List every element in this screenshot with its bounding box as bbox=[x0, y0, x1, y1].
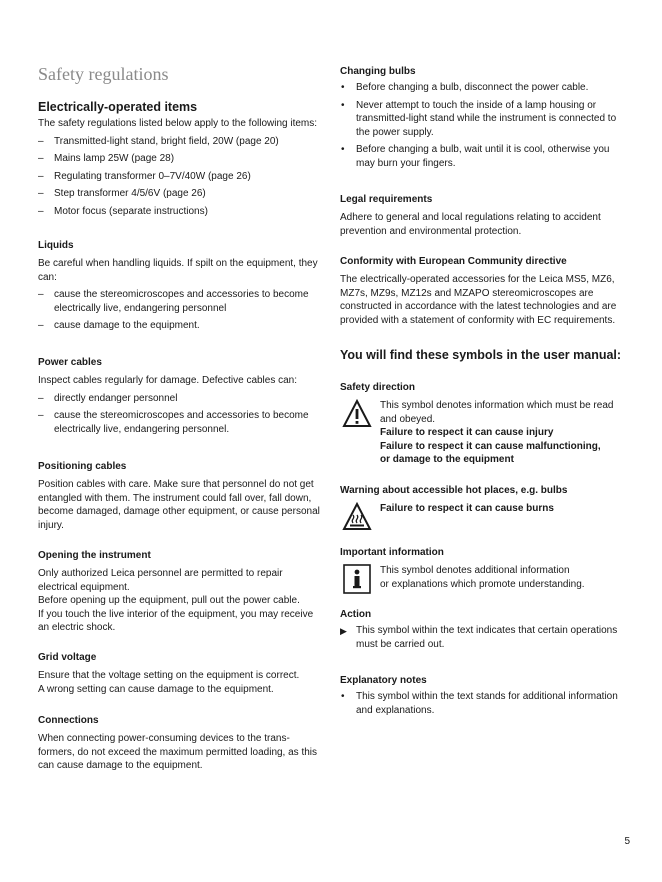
section-opening bbox=[38, 550, 323, 635]
section-intro: Be careful when handling liquids. If spilt on the equipment, they can: bbox=[38, 258, 318, 283]
section-heading: Positioning cables bbox=[38, 461, 127, 472]
list-item: • Before changing a bulb, wait until it is cool, otherwise you may burn your fingers. bbox=[340, 143, 628, 170]
section-bulbs bbox=[340, 66, 628, 170]
symbol-warning: Failure to respect it can cause malfunctioning, bbox=[380, 440, 601, 452]
section-positioning bbox=[38, 461, 323, 532]
item-list bbox=[340, 624, 628, 651]
info-icon bbox=[342, 564, 372, 594]
symbol-warning: Failure to respect it can cause burns bbox=[380, 503, 554, 514]
section-electrical bbox=[38, 100, 323, 218]
section-heading: Grid voltage bbox=[38, 652, 97, 663]
section-heading: Legal requirements bbox=[340, 194, 433, 205]
list-item: – Regulating transformer 0–7V/40W (page 26) bbox=[38, 170, 323, 184]
section-intro: The safety regulations listed below apply to the following items: bbox=[38, 118, 318, 129]
section-heading: Electrically-operated items bbox=[38, 100, 198, 114]
section-connections bbox=[38, 715, 323, 773]
symbol-warning: or damage to the equipment bbox=[380, 454, 514, 465]
section-hot-places bbox=[340, 485, 628, 532]
page-number: 5 bbox=[624, 836, 630, 847]
section-legal bbox=[340, 194, 628, 238]
item-list bbox=[340, 690, 628, 717]
section-heading: Liquids bbox=[38, 240, 74, 251]
list-item: – cause the stereomicroscopes and accessories to become electrically live, endangering personnel. bbox=[38, 409, 323, 436]
section-heading: Opening the instrument bbox=[38, 550, 151, 561]
list-item: ▶ This symbol within the text indicates that certain operations must be carried out. bbox=[340, 624, 628, 651]
list-item: – directly endanger personnel bbox=[38, 392, 323, 406]
section-heading: Action bbox=[340, 609, 372, 620]
section-heading: Conformity with European Community directive bbox=[340, 256, 567, 267]
item-list bbox=[38, 392, 323, 437]
section-important bbox=[340, 547, 628, 594]
symbol-description: This symbol denotes information which must be read and obeyed. bbox=[380, 400, 614, 425]
section-explanatory bbox=[340, 675, 628, 717]
symbol-description: This symbol denotes additional information bbox=[380, 565, 570, 576]
warning-triangle-icon bbox=[342, 399, 372, 429]
section-heading: Important information bbox=[340, 547, 444, 558]
list-item: – cause the stereomicroscopes and accessories to become electrically live, endangering personnel bbox=[38, 288, 323, 315]
section-line: Only authorized Leica personnel are permitted to repair electrical equipment. bbox=[38, 568, 283, 593]
item-list bbox=[38, 288, 323, 333]
section-heading: Power cables bbox=[38, 357, 102, 368]
section-text: The electrically-operated accessories for the Leica MS5, MZ6, MZ7s, MZ9s, MZ12s and MZAPO stereomicroscopes are constructed in accordance with the latest technologies and are provided with a statement of conformity with EC requirements. bbox=[340, 274, 617, 326]
section-action bbox=[340, 609, 628, 651]
symbol-row bbox=[340, 564, 628, 594]
item-list bbox=[340, 81, 628, 170]
section-text: Position cables with care. Make sure that personnel do not get entangled with them. The instrument could fall over, fall down, become damaged, damage other equipment, or cause personal injury. bbox=[38, 479, 320, 531]
symbol-row bbox=[340, 502, 628, 532]
section-heading: Explanatory notes bbox=[340, 675, 427, 686]
section-heading: Warning about accessible hot places, e.g. bulbs bbox=[340, 485, 568, 496]
section-line: Ensure that the voltage setting on the equipment is correct. bbox=[38, 670, 300, 681]
symbol-description: or explanations which promote understanding. bbox=[380, 578, 585, 590]
section-text: Adhere to general and local regulations relating to accident prevention and environmental protection. bbox=[340, 212, 601, 237]
section-symbols bbox=[340, 348, 628, 365]
symbol-warning: Failure to respect it can cause injury bbox=[380, 427, 554, 438]
section-liquids bbox=[38, 240, 323, 333]
section-conformity bbox=[340, 256, 628, 327]
page-title: Safety regulations bbox=[38, 64, 169, 84]
section-text: When connecting power-consuming devices to the trans-formers, do not exceed the maximum permitted loading, as this can cause damage to the equipment. bbox=[38, 733, 318, 771]
section-line: Before opening up the equipment, pull out the power cable. bbox=[38, 595, 300, 606]
list-item: • Never attempt to touch the inside of a lamp housing or transmitted-light stand while the instrument is connected to the power supply. bbox=[340, 99, 628, 140]
section-grid-voltage bbox=[38, 652, 323, 696]
section-line: A wrong setting can cause damage to the equipment. bbox=[38, 683, 274, 695]
list-item: – Motor focus (separate instructions) bbox=[38, 205, 323, 219]
list-item: – Transmitted-light stand, bright field, 20W (page 20) bbox=[38, 135, 323, 149]
list-item: – cause damage to the equipment. bbox=[38, 319, 323, 333]
symbols-heading: You will find these symbols in the user manual: bbox=[340, 348, 622, 362]
section-safety-direction bbox=[340, 382, 628, 467]
section-heading: Changing bulbs bbox=[340, 66, 416, 77]
section-intro: Inspect cables regularly for damage. Defective cables can: bbox=[38, 375, 298, 386]
section-heading: Safety direction bbox=[340, 382, 416, 393]
list-item: • Before changing a bulb, disconnect the power cable. bbox=[340, 81, 628, 95]
section-heading: Connections bbox=[38, 715, 99, 726]
hot-surface-icon bbox=[342, 502, 372, 532]
list-item: – Mains lamp 25W (page 28) bbox=[38, 152, 323, 166]
symbol-row bbox=[340, 399, 628, 467]
item-list bbox=[38, 135, 323, 219]
list-item: – Step transformer 4/5/6V (page 26) bbox=[38, 187, 323, 201]
list-item: • This symbol within the text stands for additional information and explanations. bbox=[340, 690, 628, 717]
section-line: If you touch the live interior of the equipment, you may receive an electric shock. bbox=[38, 608, 314, 633]
section-power-cables bbox=[38, 357, 323, 436]
